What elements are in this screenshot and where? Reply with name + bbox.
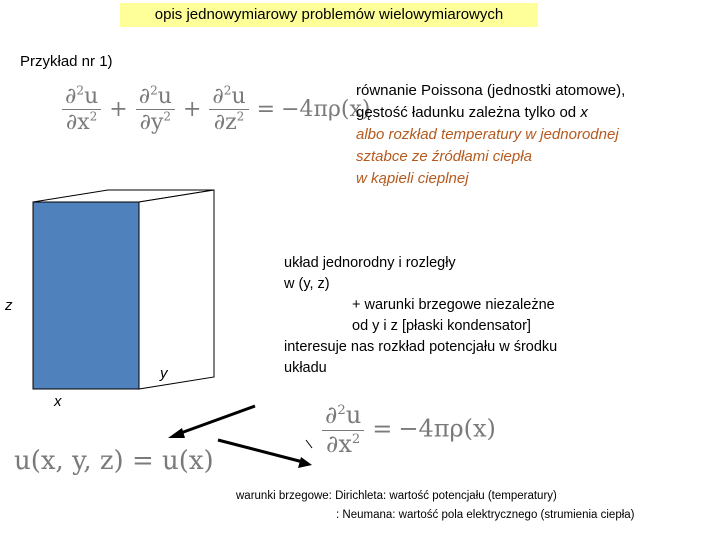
axis-z-label: z bbox=[5, 297, 13, 314]
arrow-right-head bbox=[298, 457, 312, 468]
boundary-neumann: : Neumana: wartość pola elektrycznego (strumienia ciepła) bbox=[336, 509, 635, 521]
fraction-z: $\frac{\partial^2u}{\partial z^2}$ bbox=[209, 84, 248, 136]
system-line-2: w (y, z) bbox=[284, 276, 330, 292]
slab-right-face bbox=[139, 190, 214, 389]
system-line-1: układ jednorodny i rozległy bbox=[284, 255, 456, 271]
fraction-x: $\frac{\partial^2u}{\partial x^2}$ bbox=[62, 84, 101, 136]
equals-sign: = bbox=[256, 96, 276, 122]
arrow-left bbox=[178, 406, 255, 434]
system-line-5: interesuje nas rozkład potencjału w środku bbox=[284, 339, 558, 355]
page-title: opis jednowymiarowy problemów wielowymiarowych bbox=[154, 6, 504, 23]
system-line-4: od y i z [płaski kondensator] bbox=[352, 318, 531, 334]
poisson-rhs: −4πρ(x) bbox=[281, 96, 371, 122]
example-label: Przykład nr 1) bbox=[20, 53, 113, 70]
fraction-1d: $\frac{\partial^2u}{\partial x^2}$ bbox=[322, 402, 364, 458]
description-line-1: równanie Poissona (jednostki atomowe), bbox=[356, 82, 626, 99]
poisson-1d-rhs: −4πρ(x) bbox=[398, 414, 496, 443]
system-description bbox=[284, 253, 614, 379]
axis-x-label: x bbox=[54, 393, 62, 410]
plus-sign: + bbox=[182, 96, 202, 122]
slab-front-face bbox=[33, 202, 139, 389]
equals-sign: = bbox=[372, 414, 393, 443]
axis-y-label: y bbox=[160, 365, 168, 382]
description-italic-3: w kąpieli cieplnej bbox=[356, 170, 469, 187]
description-line-2: gęstość ładunku zależna tylko od x bbox=[356, 104, 588, 121]
system-line-3: + warunki brzegowe niezależne bbox=[352, 297, 555, 313]
u-reduction-equation: u(x, y, z) = u(x) bbox=[14, 446, 214, 476]
description-italic-1: albo rozkład temperatury w jednorodnej bbox=[356, 126, 619, 143]
description-italic-2: sztabce ze źródłami ciepła bbox=[356, 148, 532, 165]
fraction-y: $\frac{\partial^2u}{\partial y^2}$ bbox=[136, 84, 175, 136]
boundary-dirichlet: warunki brzegowe: Dirichleta: wartość potencjału (temperatury) bbox=[236, 490, 557, 502]
arrow-left-head bbox=[168, 428, 185, 438]
plus-sign: + bbox=[109, 96, 128, 122]
poisson-1d-equation bbox=[320, 402, 496, 458]
arrow-right bbox=[218, 440, 303, 462]
system-line-6: układu bbox=[284, 360, 327, 376]
